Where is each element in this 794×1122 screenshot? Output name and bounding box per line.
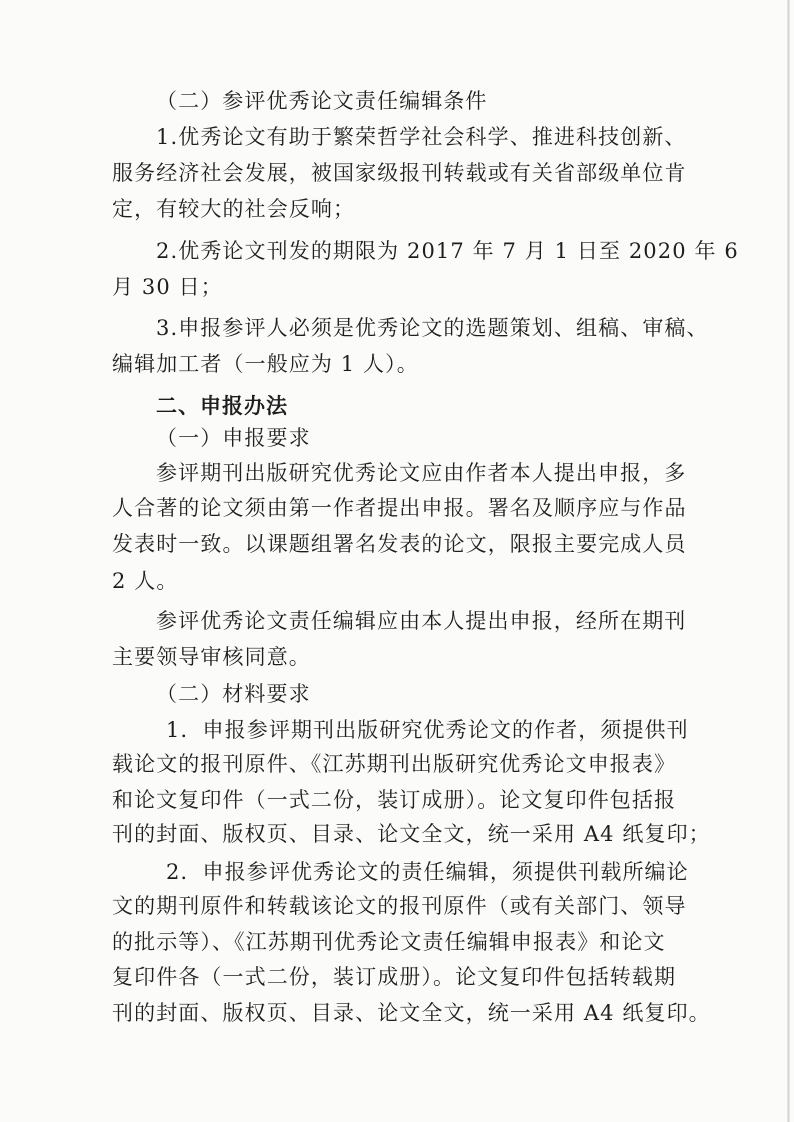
text-line: 月 30 日； — [112, 275, 223, 299]
text-line: 的批示等）、《江苏期刊优秀论文责任编辑申报表》和论文 — [112, 930, 666, 955]
text-line: 2．申报参评优秀论文的责任编辑，须提供刊载所编论 — [166, 859, 689, 884]
text-line: 3.申报参评人必须是优秀论文的选题策划、组稿、审稿、 — [156, 315, 709, 340]
text-line: 2 人。 — [112, 568, 179, 593]
scan-edge-shadow — [787, 0, 790, 1122]
text-line: 和论文复印件（一式二份，装订成册）。论文复印件包括报 — [112, 787, 677, 812]
text-line: （一）申报要求 — [156, 426, 311, 451]
section-heading: 二、申报办法 — [156, 393, 288, 418]
text-line: （二）参评优秀论文责任编辑条件 — [156, 89, 488, 113]
text-line: 编辑加工者（一般应为 1 人）。 — [112, 351, 419, 376]
text-line: 发表时一致。以课题组署名发表的论文，限报主要完成人员 — [112, 532, 687, 557]
text-line: 定，有较大的社会反响； — [112, 197, 356, 222]
text-line: 参评优秀论文责任编辑应由本人提出申报，经所在期刊 — [156, 608, 687, 633]
text-line: 载论文的报刊原件、《江苏期刊出版研究优秀论文申报表》 — [112, 752, 677, 777]
text-line: 1.优秀论文有助于繁荣哲学社会科学、推进科技创新、 — [156, 125, 687, 150]
text-line: （二）材料要求 — [156, 682, 311, 707]
text-line: 刊的封面、版权页、目录、论文全文，统一采用 A4 纸复印； — [112, 822, 711, 847]
text-line: 刊的封面、版权页、目录、论文全文，统一采用 A4 纸复印。 — [112, 1001, 711, 1025]
text-line: 人合著的论文须由第一作者提出申报。署名及顺序应与作品 — [112, 496, 687, 521]
text-line: 参评期刊出版研究优秀论文应由作者本人提出申报，多 — [156, 461, 687, 486]
text-line: 1．申报参评期刊出版研究优秀论文的作者，须提供刊 — [166, 717, 689, 742]
text-line: 复印件各（一式二份，装订成册）。论文复印件包括转载期 — [112, 964, 677, 989]
text-line: 2.优秀论文刊发的期限为 2017 年 7 月 1 日至 2020 年 6 — [156, 238, 739, 263]
text-line: 主要领导审核同意。 — [112, 644, 311, 669]
text-line: 服务经济社会发展，被国家级报刊转载或有关省部级单位肯 — [112, 161, 687, 186]
text-line: 文的期刊原件和转载该论文的报刊原件（或有关部门、领导 — [112, 894, 687, 919]
